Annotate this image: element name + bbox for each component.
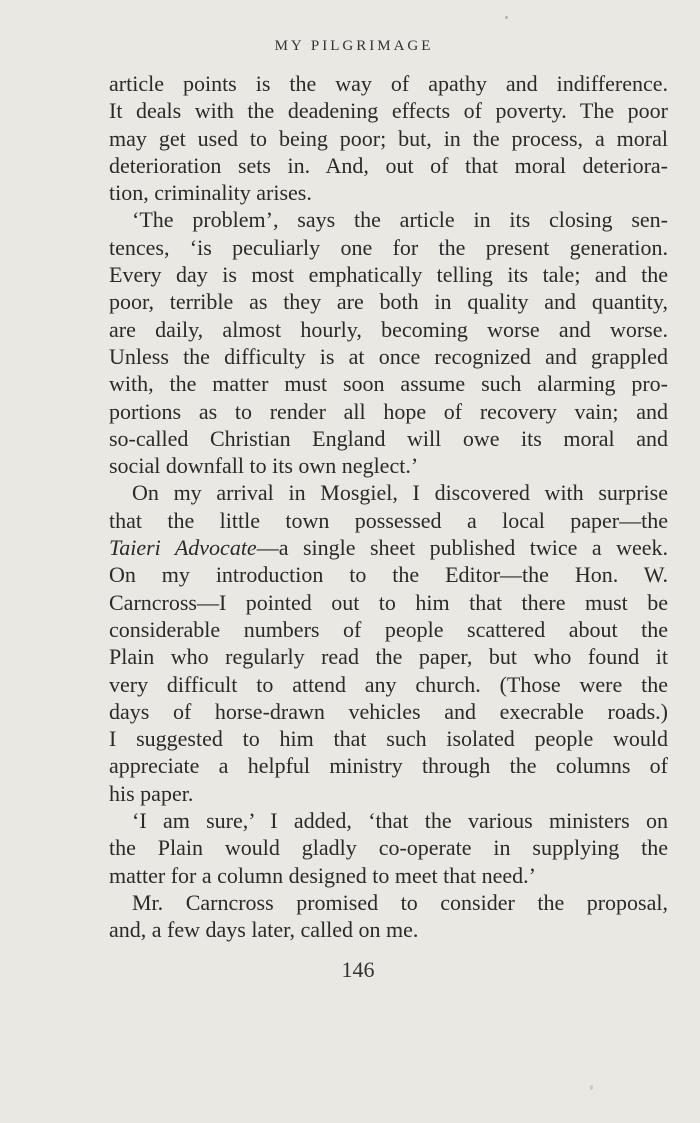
text-line: so-called Christian England will owe its moral and [109, 425, 668, 451]
paragraph [109, 807, 668, 889]
text-line: his paper. [109, 780, 194, 806]
text-line: matter for a column designed to meet that need.’ [109, 862, 537, 888]
text-fragment: —a single sheet published twice a week. [256, 535, 668, 561]
newspaper-title: Taieri Advocate [109, 535, 257, 561]
text-line: very difficult to attend any church. (Those were the [109, 671, 668, 697]
text-line: with, the matter must soon assume such alarming pro- [109, 371, 668, 397]
text-line: deterioration sets in. And, out of that moral deteriora- [109, 152, 668, 178]
text-line: are daily, almost hourly, becoming worse and worse. [109, 316, 668, 342]
text-line: Mr. Carncross promised to consider the proposal, [132, 889, 668, 915]
text-line: It deals with the deadening effects of poverty. The poor [109, 98, 668, 124]
text-line: the Plain would gladly co-operate in supplying the [109, 835, 668, 861]
paragraph [109, 889, 668, 944]
text-line: Unless the difficulty is at once recognized and grappled [109, 343, 668, 369]
paragraph [109, 70, 668, 206]
paper-speck [505, 16, 508, 19]
running-head: MY PILGRIMAGE [274, 38, 434, 54]
text-line: ‘I am sure,’ I added, ‘that the various ministers on [132, 808, 668, 834]
text-line: that the little town possessed a local paper—the [109, 507, 668, 533]
text-line: portions as to render all hope of recovery vain; and [109, 398, 668, 424]
text-line: days of horse-drawn vehicles and execrable roads.) [109, 698, 668, 724]
text-line: tion, criminality arises. [109, 180, 312, 206]
text-line: article points is the way of apathy and indifference. [109, 71, 668, 96]
paragraph [109, 206, 668, 479]
text-line: considerable numbers of people scattered about the [109, 616, 668, 642]
text-line: I suggested to him that such isolated people would [109, 726, 668, 752]
text-line: Plain who regularly read the paper, but who found it [109, 644, 668, 670]
text-line: tences, ‘is peculiarly one for the present generation. [109, 234, 668, 260]
text-line: Carncross—I pointed out to him that there must be [109, 589, 668, 615]
paper-speck [590, 1085, 593, 1090]
text-line: social downfall to its own neglect.’ [109, 453, 419, 479]
text-line: Every day is most emphatically telling its tale; and the [109, 262, 668, 288]
text-line: ‘The problem’, says the article in its closing sen- [132, 207, 668, 233]
text-line [109, 534, 668, 561]
body-text [109, 70, 668, 944]
text-line: appreciate a helpful ministry through the columns of [109, 753, 668, 779]
text-line: On my introduction to the Editor—the Hon. W. [109, 562, 668, 588]
page-number: 146 [341, 957, 375, 982]
paragraph [109, 479, 668, 807]
text-line: and, a few days later, called on me. [109, 917, 419, 943]
text-line: On my arrival in Mosgiel, I discovered with surprise [132, 480, 668, 506]
text-line: poor, terrible as they are both in quality and quantity, [109, 289, 668, 315]
text-line: may get used to being poor; but, in the process, a moral [109, 125, 668, 151]
